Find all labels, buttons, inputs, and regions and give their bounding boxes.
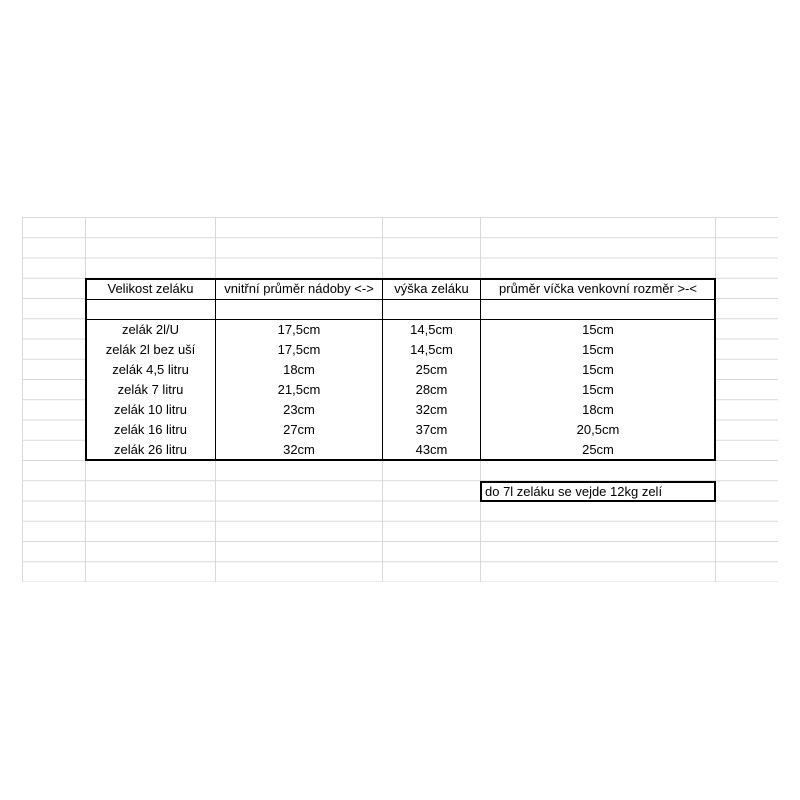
cell-size[interactable]: zelák 4,5 litru (112, 362, 189, 377)
cell-lid-diameter[interactable]: 20,5cm (576, 422, 620, 437)
cell-inner-diameter[interactable]: 32cm (283, 442, 315, 457)
cell-size[interactable]: zelák 26 litru (114, 442, 187, 457)
cell-size[interactable]: zelák 10 litru (114, 402, 187, 417)
cell-height[interactable]: 37cm (415, 422, 448, 437)
cell-lid-diameter[interactable]: 25cm (582, 442, 614, 457)
cell-height[interactable]: 32cm (415, 402, 448, 417)
cell-height[interactable]: 25cm (415, 362, 448, 377)
header-inner-diameter[interactable]: vnitřní průměr nádoby <-> (224, 281, 374, 296)
cell-inner-diameter[interactable]: 18cm (283, 362, 315, 377)
cell-inner-diameter[interactable]: 21,5cm (277, 382, 321, 397)
cell-inner-diameter[interactable]: 17,5cm (277, 322, 321, 337)
cell-size[interactable]: zelák 2l/U (121, 322, 180, 337)
cell-lid-diameter[interactable]: 15cm (582, 342, 614, 357)
cell-height[interactable]: 28cm (415, 382, 448, 397)
cell-lid-diameter[interactable]: 18cm (582, 402, 614, 417)
cell-inner-diameter[interactable]: 27cm (283, 422, 315, 437)
capacity-note[interactable]: do 7l zeláku se vejde 12kg zelí (480, 481, 716, 502)
cell-lid-diameter[interactable]: 15cm (582, 382, 614, 397)
header-lid-diameter[interactable]: průměr víčka venkovní rozměr >-< (499, 281, 697, 296)
cell-size[interactable]: zelák 2l bez uší (105, 342, 196, 357)
cell-height[interactable]: 43cm (415, 442, 448, 457)
header-height[interactable]: výška zeláku (394, 281, 469, 296)
cell-size[interactable]: zelák 7 litru (117, 382, 184, 397)
cell-height[interactable]: 14,5cm (410, 322, 453, 337)
cell-height[interactable]: 14,5cm (410, 342, 453, 357)
cell-inner-diameter[interactable]: 23cm (283, 402, 315, 417)
cell-size[interactable]: zelák 16 litru (114, 422, 187, 437)
cell-inner-diameter[interactable]: 17,5cm (277, 342, 321, 357)
cell-lid-diameter[interactable]: 15cm (582, 322, 614, 337)
cell-lid-diameter[interactable]: 15cm (582, 362, 614, 377)
header-size[interactable]: Velikost zeláku (107, 281, 194, 296)
table-row-border (86, 299, 715, 300)
